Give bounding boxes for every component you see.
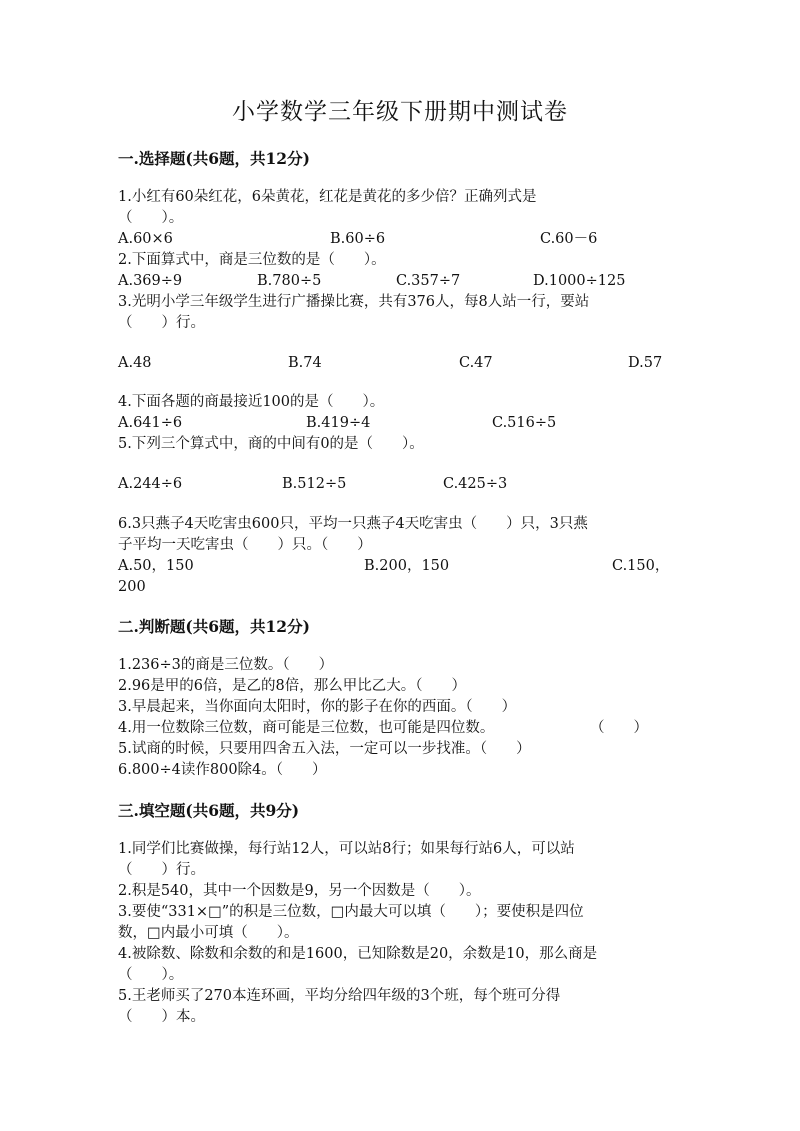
list-item: （ ）行。 bbox=[118, 862, 205, 878]
option-a: A.60×6 bbox=[118, 231, 173, 247]
option-b: B.74 bbox=[288, 355, 322, 371]
list-item: 6.800÷4读作800除4。（ ） bbox=[118, 762, 327, 778]
list-item: （ ）。 bbox=[118, 967, 184, 983]
option-c: C.47 bbox=[459, 355, 493, 371]
option-a: A.641÷6 bbox=[118, 415, 183, 431]
option-a: A.244÷6 bbox=[118, 476, 183, 492]
option-b: B.512÷5 bbox=[282, 476, 347, 492]
list-item: 1.同学们比赛做操，每行站12人，可以站8行；如果每行站6人，可以站 bbox=[118, 841, 575, 857]
list-item: （ ）本。 bbox=[118, 1009, 205, 1025]
list-item: 3.要使“331×□”的积是三位数，□内最大可以填（ ）；要使积是四位 bbox=[118, 904, 584, 920]
list-item: 5.试商的时候，只要用四舍五入法，一定可以一步找准。（ ） bbox=[118, 741, 531, 757]
list-item: 4.用一位数除三位数，商可能是三位数，也可能是四位数。 bbox=[118, 720, 495, 736]
question-text: 2.下面算式中，商是三位数的是（ ）。 bbox=[118, 252, 386, 268]
option-b: B.60÷6 bbox=[330, 231, 386, 247]
page-title: 小学数学三年级下册期中测试卷 bbox=[232, 99, 568, 125]
answer-blank: （ ） bbox=[590, 720, 648, 736]
question-text: 6.3只燕子4天吃害虫600只，平均一只燕子4天吃害虫（ ）只，3只燕 bbox=[118, 516, 588, 532]
question-text: （ ）。 bbox=[118, 210, 184, 226]
section-heading-choice: 一.选择题(共6题，共12分) bbox=[118, 149, 310, 168]
option-c: C.60－6 bbox=[540, 231, 598, 247]
option-c: C.357÷7 bbox=[396, 273, 461, 289]
list-item: 数，□内最小可填（ ）。 bbox=[118, 925, 299, 941]
option-a: A.48 bbox=[118, 355, 152, 371]
option-b: B.780÷5 bbox=[257, 273, 322, 289]
option-b: B.200，150 bbox=[364, 558, 450, 574]
list-item: 5.王老师买了270本连环画，平均分给四年级的3个班，每个班可分得 bbox=[118, 988, 561, 1004]
question-text: 3.光明小学三年级学生进行广播操比赛，共有376人，每8人站一行，要站 bbox=[118, 294, 590, 310]
section-heading-fill-blank: 三.填空题(共6题，共9分) bbox=[118, 801, 300, 820]
option-c-continued: 200 bbox=[118, 579, 146, 595]
question-text: 子平均一天吃害虫（ ）只。（ ） bbox=[118, 537, 372, 553]
option-a: A.369÷9 bbox=[118, 273, 183, 289]
question-text: （ ）行。 bbox=[118, 315, 205, 331]
option-b: B.419÷4 bbox=[306, 415, 371, 431]
option-c: C.425÷3 bbox=[443, 476, 508, 492]
option-d: D.57 bbox=[628, 355, 663, 371]
list-item: 4.被除数、除数和余数的和是1600，已知除数是20，余数是10，那么商是 bbox=[118, 946, 598, 962]
question-text: 5.下列三个算式中，商的中间有0的是（ ）。 bbox=[118, 436, 424, 452]
section-heading-judgement: 二.判断题(共6题，共12分) bbox=[118, 617, 310, 636]
option-c: C.150， bbox=[612, 558, 670, 574]
question-text: 4.下面各题的商最接近100的是（ ）。 bbox=[118, 394, 385, 410]
question-text: 1.小红有60朵红花，6朵黄花，红花是黄花的多少倍？正确列式是 bbox=[118, 189, 537, 205]
list-item: 3.早晨起来，当你面向太阳时，你的影子在你的西面。（ ） bbox=[118, 699, 517, 715]
option-d: D.1000÷125 bbox=[533, 273, 626, 289]
list-item: 2.积是540，其中一个因数是9，另一个因数是（ ）。 bbox=[118, 883, 481, 899]
option-a: A.50，150 bbox=[118, 558, 194, 574]
list-item: 1.236÷3的商是三位数。（ ） bbox=[118, 657, 334, 673]
option-c: C.516÷5 bbox=[492, 415, 557, 431]
list-item: 2.96是甲的6倍，是乙的8倍，那么甲比乙大。（ ） bbox=[118, 678, 466, 694]
